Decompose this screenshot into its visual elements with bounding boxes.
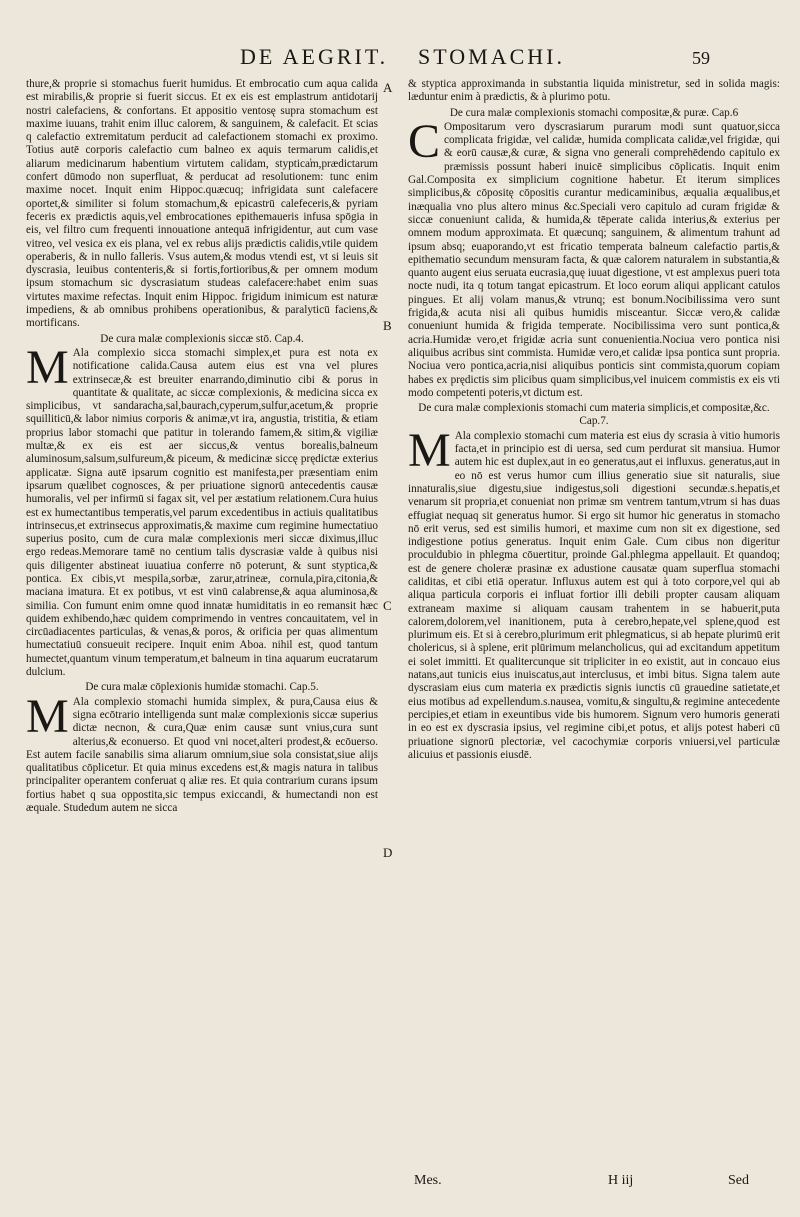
- paragraph-text: Ompositarum vero dyscrasiarum purarum modi sunt quatuor,sicca complicata frigidæ, vel calidæ, humida complicata calidæ,vel frigidæ, qui & eorū causæ,& curæ, & signa vno generali comprehēdendo capitulo ex præmissis possunt haberi inuicē simplicibus cōplicatis. Inquit enim Gal.Composita ex simplicium cognitione habetur. Et iterum simplices simplicibus,& cōpositę cōpositis curantur medicaminibus, æqualia æqualibus,et inæqualia vno plus altero minus &c.Speciali vero capitulo ad curam frigidæ & siccæ conueniunt calida, & humida,& tēperate calida interius,& exterius per omnem modum approximata. Et quæcunq; sanguinem, & alimentum trahunt ad ipsum absq; euaporando,vt est fricatio temperata balneum calefactio partis,& epithematio secundum mensuram facta, & quæ calorem naturalem in substantia,& quanto augent eius seruata eucrasia,quę iuuat digestione, vt est amplexus pueri tota nocte nudi, ita q totum tangat epicastrum. Et loco eorum aliqui applicant catulos pingues. Et alij volam manus,& vtrunq; est bonum.Nocibilissima vero sunt frigida,& acuta nisi ali quibus humidis misceantur. Siccæ vero,& calidæ conueniunt humida & frigida temperate. Nocibilissima vero sunt pontica,& acria.Humidæ vero,et frigidæ acria sunt conuenientia.Nociua vero pontica nisi aliquibus acribus sint commista. Humidæ vero,et calidæ ipsa pontica sunt propria. Nociua vero pontica,acria,nisi aliquibus ponticis sint commista,quorum copiam habes ex prędictis sim plicibus quam simplicibus,vel inuicem commistis ex eis vti modo competenti poteris,vt dictum est.: [408, 120, 780, 399]
- chapter-title: De cura malæ complexionis siccæ stō.: [100, 332, 272, 345]
- drop-cap: C: [408, 114, 441, 168]
- drop-cap: M: [408, 423, 451, 477]
- marginal-letter-b: B: [383, 318, 392, 333]
- running-title-right: STOMACHI.: [418, 44, 566, 69]
- chapter-heading: [26, 333, 378, 346]
- running-head: [240, 44, 710, 74]
- paragraph: [408, 423, 780, 762]
- drop-cap: M: [26, 689, 69, 743]
- paragraph: [408, 114, 780, 400]
- chapter-number: Cap.5.: [289, 681, 319, 694]
- paragraph-text: Ala complexio sicca stomachi simplex,et pura est nota ex notificatione calida.Causa autem eius est vna vel plures extrinsecæ,& est breuiter enarrando,diminutio cibi & porus in quantitate & qualitate, ac siccæ complexionis, & medicina sicca ex simplicibus, vt sandaracha,sal,baurach,cyperum,sulfur,acetum,& proprie squilliticū,& labor nimius corporis & animæ,vt ira, angustia, tristitia, & etiam proprius labor stomachi que patitur in tolerando famem,& sitim,& vigiliæ multæ,& ex eis est aer siccus,& ventus borealis,balneum aluminosum,salsum,sulfureum,& piceum, & medicinæ siccę prędictæ exterius applicatæ. Signa autē ipsarum cognitio est manifesta,per præsentiam enim ipsarum quælibet cognosces, & per priuatione signorū antecedentis causæ humoralis, vel per infirmū si fagax sit, vel per æstatium relationem.Cura huius est ex humectantibus temperatis,vel parum excedentibus in actiuis qualitatibus intrinsecus,et extrinsecus approximatis,& maxime cum regimine humectatiuo superius posito, cum de cura malæ complexionis meri siccæ diximus,illuc ergo redeas.Memorare tamē no centium talis dyscrasiæ valde à quibus nisi quis diligenter abstineat iuuatiua conferre nō poterunt, & sunt styptica,& pontica. Ex cibis,vt mespila,sorbæ, zarur,atrineæ, cornula,pira,citonia,& maciana imatura. Et ex potibus, vt est vinū calabrense,& aqua aluminosa,& similia. Con fumunt enim omne quod innatæ humiditatis in eo remansit hæc quidem exhibendo,hæc quidem comprimendo in ventres concauitatem, vel in circūadiacentes particulas, & venas,& poros, & orificia per quas alimentum humectatiuū consueuit recipere. Inquit enim Aboa. nihil est, quod tantum humectet,quantum vinum temperatum,et balneum in tina aquarum eucratarum dulcium.: [26, 346, 378, 679]
- folio-number: 59: [692, 48, 710, 68]
- marginal-letter-d: D: [383, 845, 393, 860]
- paragraph: [26, 340, 378, 679]
- catchword-left: Mes.: [414, 1173, 442, 1188]
- chapter-number: Cap.6: [711, 106, 739, 119]
- paragraph: [26, 689, 378, 816]
- chapter-number: Cap.4.: [274, 332, 304, 345]
- chapter-title: De cura malæ cōplexionis humidæ stomachi.: [85, 681, 287, 694]
- left-column: [26, 78, 378, 1198]
- paragraph-text: Ala complexio stomachi humida simplex, & pura,Causa eius & signa ecōtrario intelligenda sunt malæ complexionis siccæ superius dictæ necnon, & cura,Quæ enim causæ sunt vnius,cura sunt alterius,& econuerso. Et quod vni nocet,alteri prodest,& ecōuerso. Est autem facile sanabilis sima aliarum omnium,siue sola consistat,siue alijs qualitatibus cōplicetur. Et quia minus excedens est,& magis natura in talibus principaliter operantem conferuat q aliæ res. Et quia contrarium curans ipsum fortius habet q sua oppostita,sic tempus exiccandi, & humectandi non est æquale. Studedum autem ne sicca: [26, 695, 378, 815]
- signature-mark: H iij: [608, 1173, 634, 1188]
- chapter-heading: [26, 681, 378, 694]
- chapter-title: De cura malæ complexionis stomachi cum materia simplicis,et compositæ,&c.: [418, 402, 770, 415]
- page-footer: [408, 1173, 778, 1191]
- right-column: [408, 78, 780, 1198]
- marginal-letter-a: A: [383, 80, 393, 95]
- paragraph-text: Ala complexio stomachi cum materia est eius dy scrasia à vitio humoris facta,et in principio est di uersa, sed cum perdurat sit mansiua. Humor autem hic est duplex,aut in eo generatus,aut ei influxus. generatus,aut in eo nō est verus humor cum illius generatio siue sit naturalis, siue innaturalis,siue digestu,siue indigestus,soli digestioni secundæ.s.hepatis,et venarum sit propria,et conueniat non primæ sm ventrem tantum,vtrum si has duas effugiat nequaq sit generatus humor. Si ergo sit humor hic generatus in stomacho nō erit verus, sed est similis humori, et maxime cum non sit ex digestione, sed indigestione potius generatus. Inquit enim Gale. Cum cibus non digeritur proculdubio in phlegma cōuertitur, proinde Gal.phlegma appellauit. Et quandoq; est de genere choleræ prasinæ ex adustione causatæ quam superflua stomachi caliditas, et cibi etiā operatur. Influxus autem est qui à toto corpore,vel qui ab aliqua particula corporis ei influat fortior illi debili propter causam aliquam extraneam maxime si aliquam causam trahentem in se habuerit,puta calorem,dolorem,vel inanitionem, puta à cerebro,hepate,vel splene,quod est plurimum eis. Et si à cerebro,plurimum erit phlegmaticus, si ab hepate plurimū erit cholericus, si à splene, erit plūrimum melancholicus, qui ad excitandum appetitum ei solet immitti. Et qualitercunque sit tripliciter in eo existit, aut in concauo eius natans,aut tunicis eius inuiscatus,aut interclusus, et imbi bitus. Signa talem aute dyscrasiam eius cum materia ex prædictis signis iunctis cū grauedine satietate,et eius motibus ad expellendum.s.nausea, vomitu,& singultu,& regimine antecedente percipies,et etiam in exeuntibus vide bis humorem. Signum vero humoris generati in eo est ex dyscrasia ipsius, vel regimine cibi,et potus, et alijs potest haberi cū priuatione signorū plectoriæ, vel cacochymiæ corporis vniuersi,vel particulæ alicuius et passionis eiusdē.: [408, 429, 780, 761]
- paragraph: & styptica approximanda in substantia liquida ministretur, sed in solida magis: læduntur enim à prædictis, & à plurimo potu.: [408, 78, 780, 104]
- drop-cap: M: [26, 340, 69, 394]
- chapter-title: De cura malæ complexionis stomachi compositæ,& puræ.: [449, 106, 709, 119]
- chapter-heading: [408, 402, 780, 429]
- chapter-heading: [408, 107, 780, 120]
- marginal-letter-c: C: [383, 598, 392, 613]
- running-title-left: DE AEGRIT.: [240, 44, 389, 69]
- chapter-number: Cap.7.: [579, 415, 609, 428]
- catchword-right: Sed: [728, 1173, 749, 1188]
- paragraph: thure,& proprie si stomachus fuerit humidus. Et embrocatio cum aqua calida est mirabilis,& proprie si fuerit siccus. Et ex eis est emplastrum antidotarij nostri calefaciens, & confortans. Et appositio ventosę supra stomachum est maxime iuuans, trahit enim illuc calorem, & sanguinem, & calefacit. Et scias q calefactio extremitatum perducit ad calefactionem stomachi ex proximo. Totius autē corporis calefactio cum balneo ex aquis termarum calidis,et aliarum medicinarum habentium virtutem calidam, styptica̕m,prædictarum confert dūmodo non superfluat, & perducat ad resolutionem: tunc enim maxime nocet. Inquit enim Hippoc.quæcuq; infrigidata sunt calefacere oportet,& similiter si folum stomachum,& epicastrū calefeceris,& pyriam feceris ex prædictis aquis,vel embrocationes epithemaueris infusa spōgia in eis, vel filtro cum frequenti innouatione antequā infrigidentur, aut cum vase vitreo, vel vesica ex eis plana, vel ex rebus alijs prædictis calidis,vtile quidem operaberis, & in nullo falleris. Vsus autem,& modus vtendi est, vt si leuis sit dyscrasia, leuibus contenteris,& si fortis,fortioribus,& per omnem modum ipsum stomachum sic dyscrasiatum studeas calefacere:habet enim suas virtutes maxime refectas. Inquit enim Hippoc. frigidum inimicum est naturæ impediens, & ab omnibus prohibens operationibus, & paralyticū faciens,& mortificans.: [26, 78, 378, 330]
